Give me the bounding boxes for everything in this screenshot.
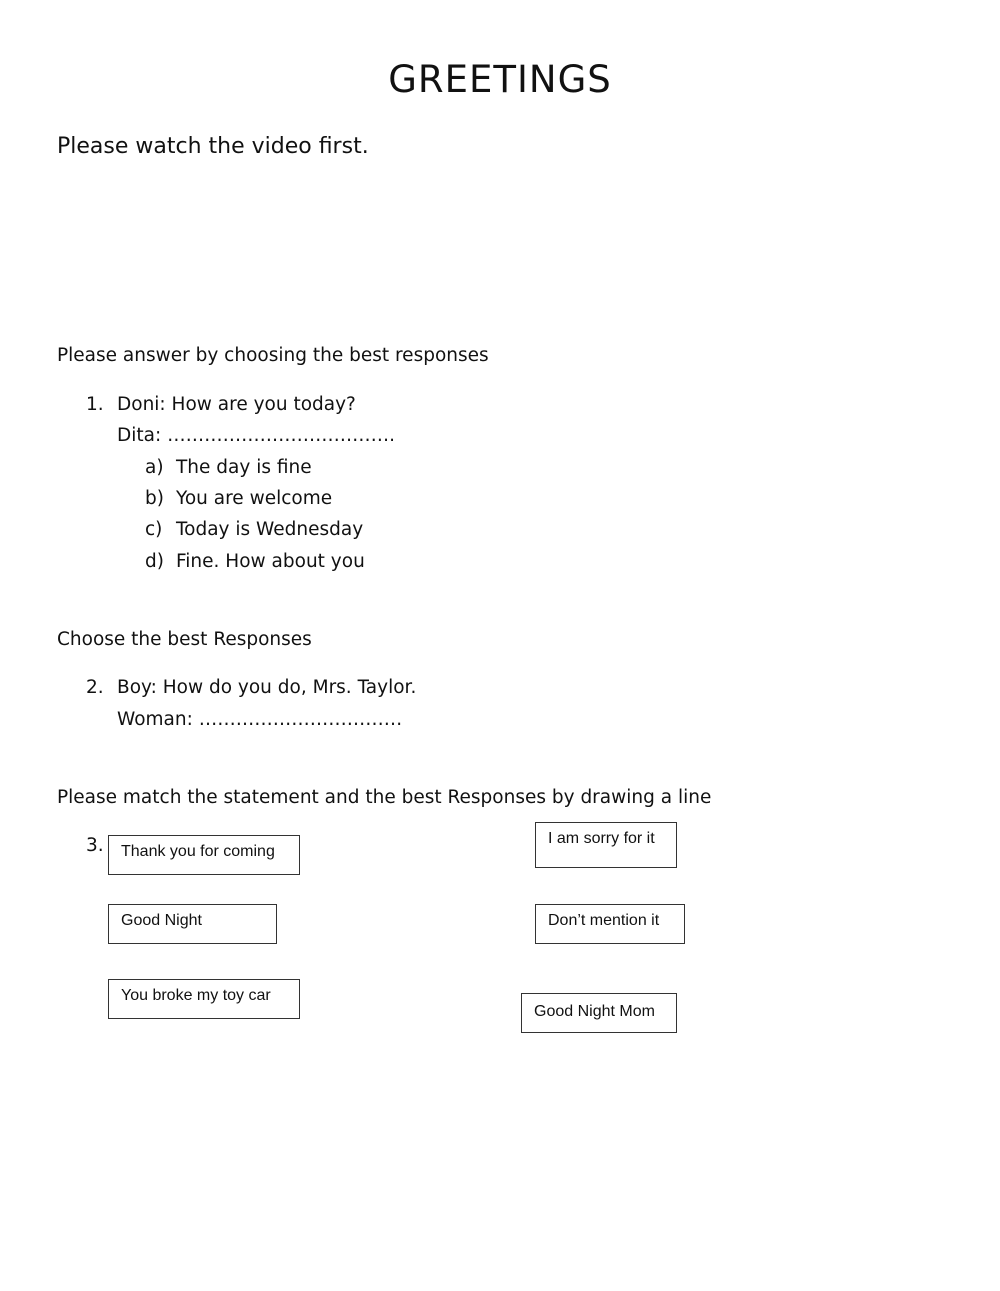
q1-option-b[interactable]: You are welcome (176, 488, 333, 509)
section1-instruction: Please answer by choosing the best responses (57, 345, 489, 366)
response-box-2[interactable]: Don’t mention it (535, 904, 685, 944)
q3-number: 3. (86, 835, 104, 856)
response-box-3[interactable]: Good Night Mom (521, 993, 677, 1033)
q1-option-d[interactable]: Fine. How about you (176, 551, 365, 572)
q2-number: 2. (86, 677, 104, 698)
intro-text: Please watch the video first. (57, 134, 369, 159)
q1-option-c[interactable]: Today is Wednesday (176, 519, 364, 540)
q2-line1: Boy: How do you do, Mrs. Taylor. (117, 677, 417, 698)
section3-instruction: Please match the statement and the best Responses by drawing a line (57, 787, 712, 808)
response-box-1[interactable]: I am sorry for it (535, 822, 677, 868)
q1-option-a-letter: a) (145, 457, 164, 478)
page-title: GREETINGS (388, 58, 612, 101)
statement-box-1[interactable]: Thank you for coming (108, 835, 300, 875)
q1-line1: Doni: How are you today? (117, 394, 356, 415)
q1-option-c-letter: c) (145, 519, 163, 540)
statement-box-3[interactable]: You broke my toy car (108, 979, 300, 1019)
q1-option-b-letter: b) (145, 488, 164, 509)
statement-box-2[interactable]: Good Night (108, 904, 277, 944)
q1-option-d-letter: d) (145, 551, 164, 572)
q1-line2: Dita: ………………………………. (117, 425, 395, 446)
q1-option-a[interactable]: The day is fine (176, 457, 312, 478)
q2-line2: Woman: …………………………… (117, 709, 403, 730)
section2-instruction: Choose the best Responses (57, 629, 312, 650)
q1-number: 1. (86, 394, 104, 415)
